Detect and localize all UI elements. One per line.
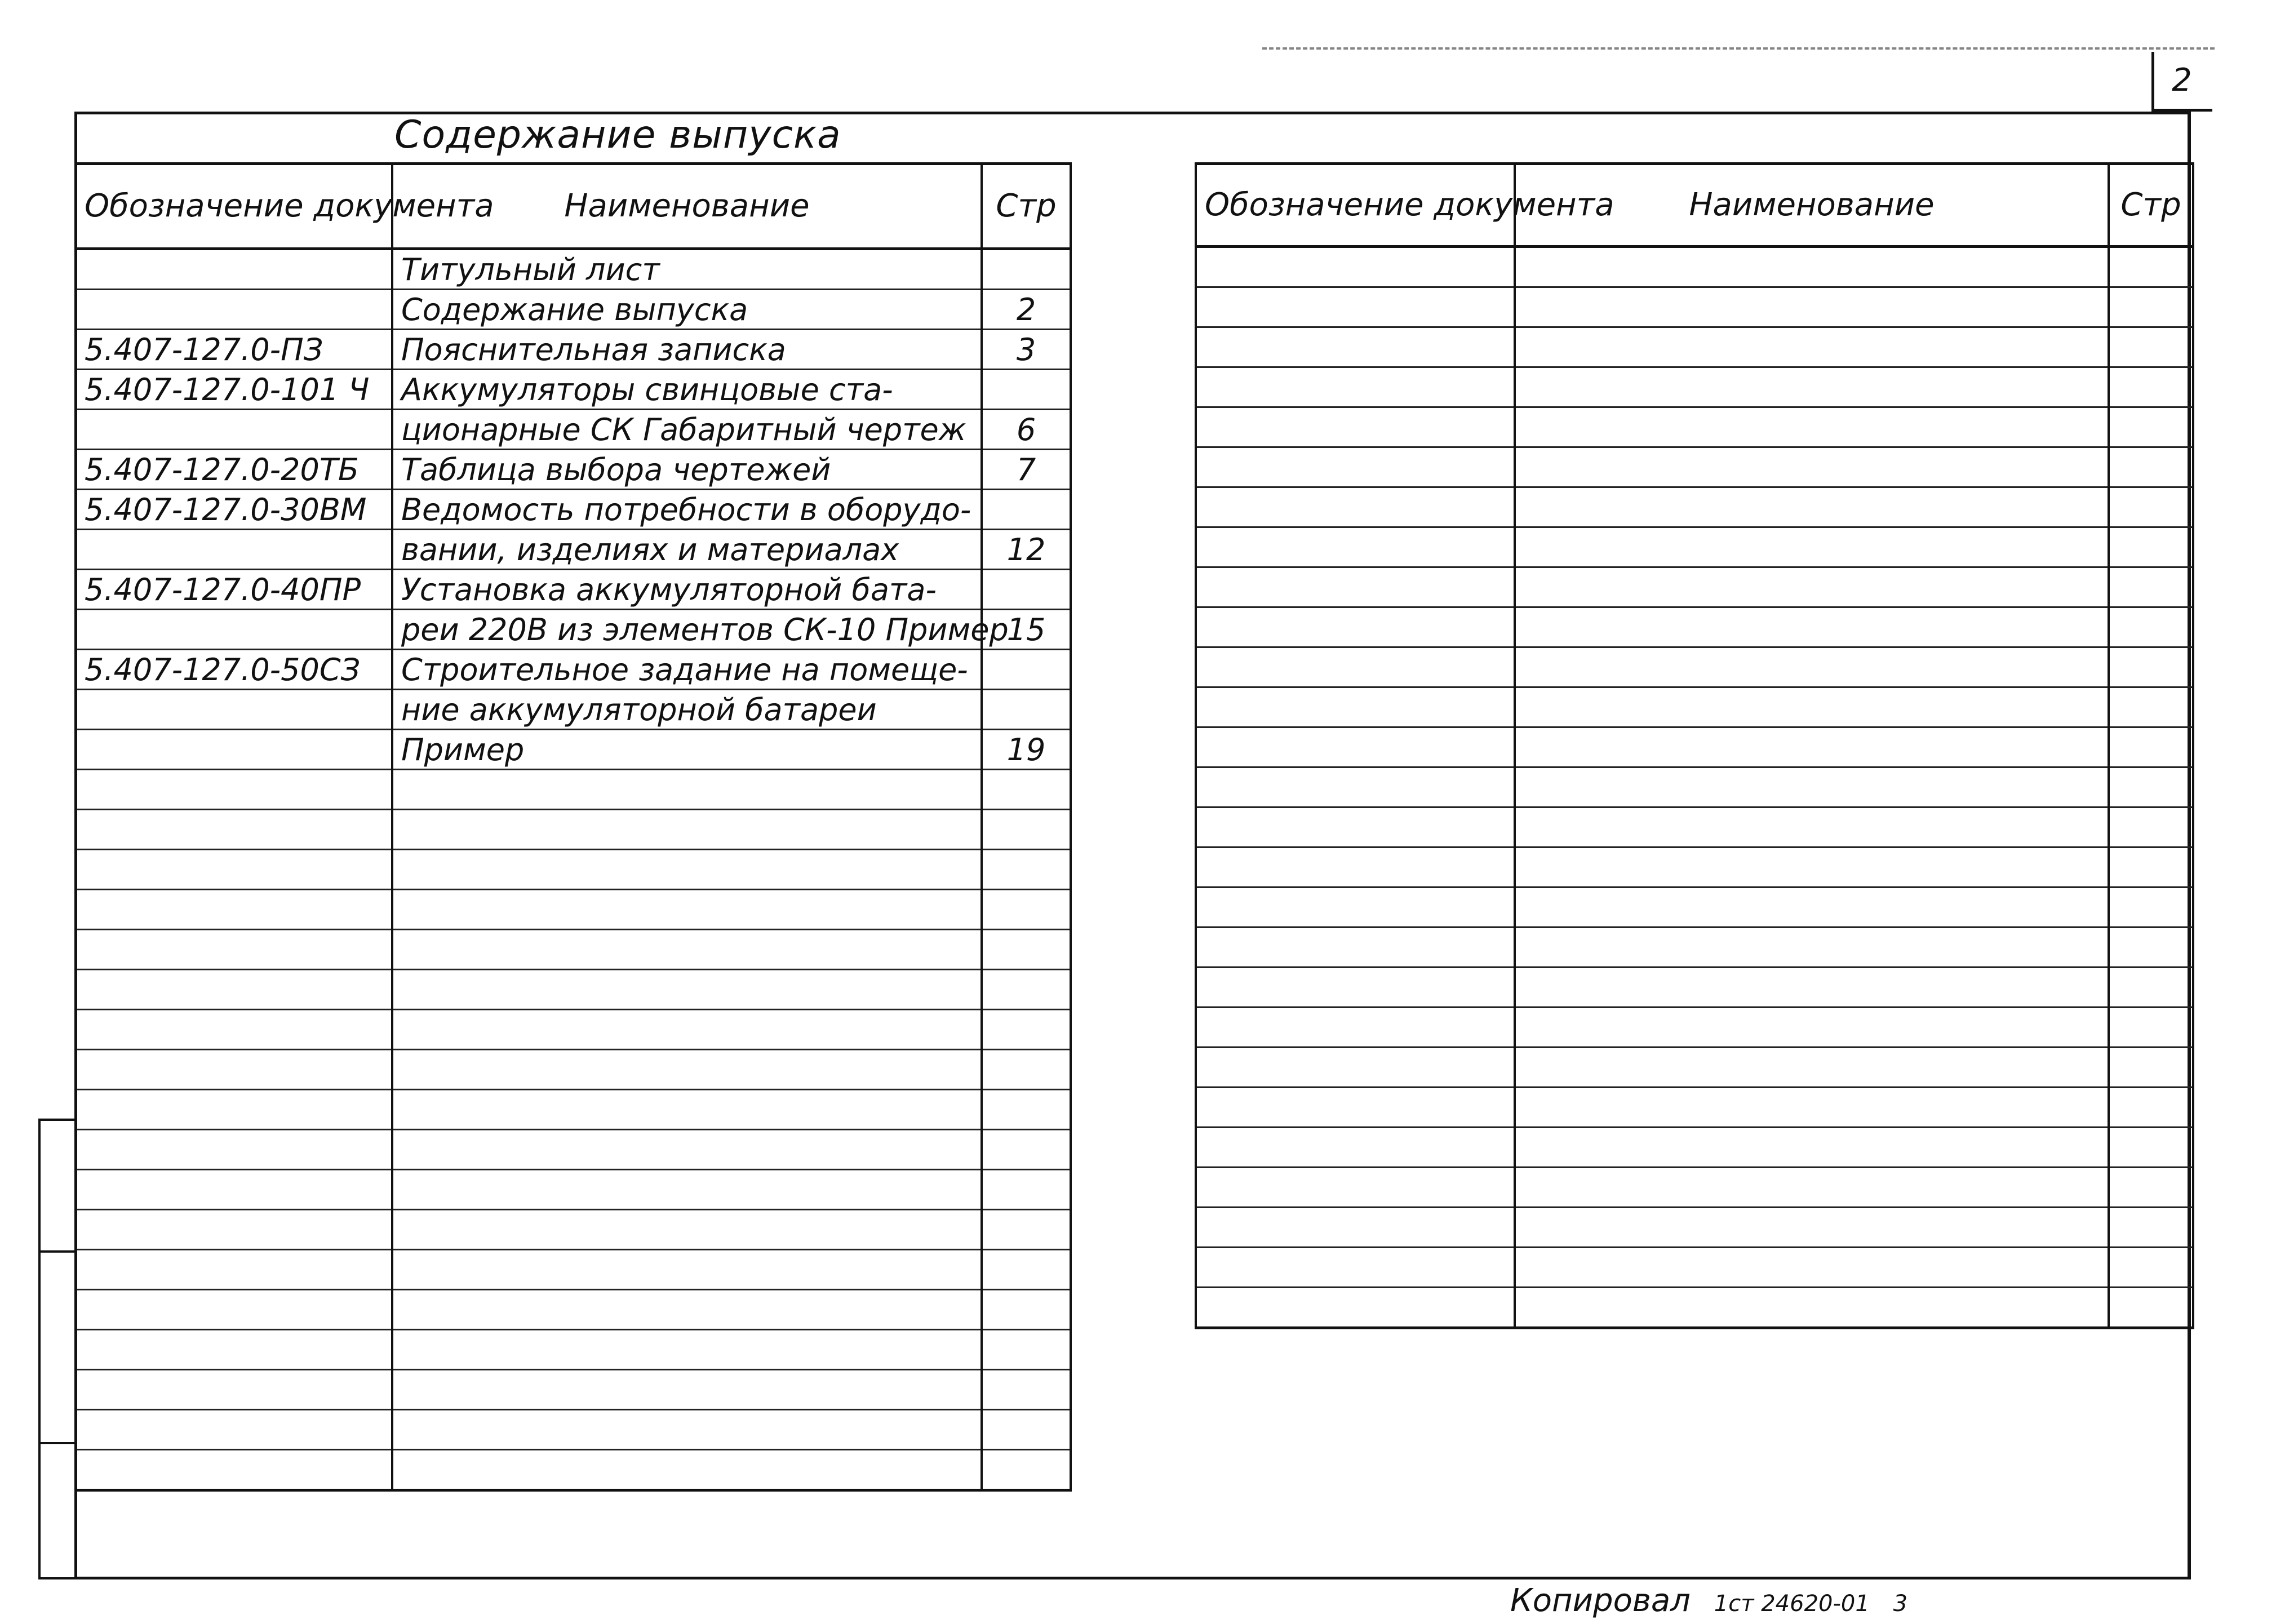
entry-page	[2109, 327, 2193, 367]
entry-designation	[76, 249, 392, 290]
table-row	[76, 1370, 1071, 1410]
entry-designation	[1196, 727, 1515, 767]
entry-page: 7	[982, 450, 1071, 490]
entry-page	[982, 970, 1071, 1010]
entry-designation	[76, 410, 392, 450]
entry-name	[1515, 727, 2109, 767]
table-row	[1196, 807, 2193, 848]
entry-name	[1515, 928, 2109, 968]
entry-page	[982, 1210, 1071, 1250]
table-row	[76, 1250, 1071, 1290]
table-row	[1196, 287, 2193, 327]
entry-designation	[1196, 1248, 1515, 1288]
entry-name	[392, 1330, 982, 1370]
table-row	[76, 450, 1071, 490]
table-row	[1196, 687, 2193, 727]
table-row	[76, 1050, 1071, 1090]
table-row	[76, 410, 1071, 450]
page-number: 2	[2172, 62, 2192, 99]
copy-stamp	[1510, 1582, 1907, 1619]
entry-name	[1515, 327, 2109, 367]
entry-page	[2109, 487, 2193, 527]
entry-page	[2109, 527, 2193, 567]
entry-designation: 5.407-127.0-101 Ч	[76, 370, 392, 410]
entry-page	[982, 1330, 1071, 1370]
entry-designation	[1196, 888, 1515, 928]
entry-name	[1515, 687, 2109, 727]
entry-name	[1515, 1128, 2109, 1168]
table-row	[76, 1170, 1071, 1210]
table-row	[1196, 848, 2193, 888]
table-row	[1196, 487, 2193, 527]
entry-name	[392, 1290, 982, 1330]
entry-designation	[1196, 1048, 1515, 1088]
entry-designation: 5.407-127.0-ПЗ	[76, 330, 392, 370]
entry-page	[982, 810, 1071, 850]
table-row	[76, 1410, 1071, 1450]
entry-name	[392, 1250, 982, 1290]
table-row	[1196, 767, 2193, 807]
entry-name	[392, 770, 982, 810]
entry-name	[392, 1130, 982, 1170]
entry-name	[1515, 407, 2109, 447]
entry-designation	[1196, 367, 1515, 407]
entry-designation	[76, 890, 392, 930]
entry-page: 6	[982, 410, 1071, 450]
entry-name	[1515, 1088, 2109, 1128]
entry-designation	[1196, 1168, 1515, 1208]
table-row	[76, 850, 1071, 890]
entry-page	[2109, 287, 2193, 327]
entry-designation: 5.407-127.0-50СЗ	[76, 650, 392, 690]
entry-designation	[76, 690, 392, 730]
entry-designation: 5.407-127.0-30ВМ	[76, 490, 392, 530]
entry-designation	[1196, 807, 1515, 848]
entry-designation	[1196, 968, 1515, 1008]
entry-designation	[76, 1410, 392, 1450]
entry-page	[982, 770, 1071, 810]
copied-by-label: Копировал	[1510, 1582, 1691, 1619]
entry-designation	[1196, 247, 1515, 287]
entry-name	[1515, 607, 2109, 647]
entry-name	[392, 1090, 982, 1130]
entry-designation	[1196, 687, 1515, 727]
entry-page	[2109, 968, 2193, 1008]
entry-designation	[76, 1090, 392, 1130]
table-row	[1196, 928, 2193, 968]
entry-designation	[76, 1130, 392, 1170]
entry-designation	[76, 1370, 392, 1410]
entry-page	[982, 370, 1071, 410]
table-row	[1196, 567, 2193, 607]
entry-designation	[1196, 1208, 1515, 1248]
entry-name	[1515, 888, 2109, 928]
entry-page	[2109, 888, 2193, 928]
entry-page	[2109, 1128, 2193, 1168]
entry-designation	[1196, 1288, 1515, 1328]
table-row	[76, 290, 1071, 330]
entry-name	[1515, 567, 2109, 607]
document-title: Содержание выпуска	[394, 113, 841, 157]
entry-designation	[76, 1010, 392, 1050]
table-row	[76, 610, 1071, 650]
entry-name	[392, 890, 982, 930]
table-row	[1196, 607, 2193, 647]
entry-page	[2109, 647, 2193, 687]
entry-name: Пояснительная записка	[392, 330, 982, 370]
entry-name: ционарные СК Габаритный чертеж	[392, 410, 982, 450]
entry-name	[1515, 527, 2109, 567]
table-row	[1196, 727, 2193, 767]
entry-page	[982, 490, 1071, 530]
entry-page	[2109, 247, 2193, 287]
entry-designation	[1196, 447, 1515, 487]
table-row	[76, 1210, 1071, 1250]
entry-designation	[1196, 1088, 1515, 1128]
entry-name	[1515, 1048, 2109, 1088]
entry-page: 3	[982, 330, 1071, 370]
header-designation: Обозначение документа	[76, 164, 392, 249]
entry-name	[392, 810, 982, 850]
table-row	[76, 1450, 1071, 1490]
entry-name	[1515, 968, 2109, 1008]
entry-page	[982, 850, 1071, 890]
table-row	[76, 370, 1071, 410]
entry-designation	[76, 1170, 392, 1210]
entry-page	[2109, 607, 2193, 647]
entry-name	[1515, 647, 2109, 687]
entry-designation	[1196, 407, 1515, 447]
entry-designation	[76, 930, 392, 970]
entry-page	[2109, 848, 2193, 888]
entry-designation	[76, 610, 392, 650]
entry-page	[2109, 1248, 2193, 1288]
entry-name	[1515, 487, 2109, 527]
entry-page	[982, 1090, 1071, 1130]
entry-page: 19	[982, 730, 1071, 770]
top-edge-dashes	[1262, 47, 2215, 52]
entry-page	[982, 1370, 1071, 1410]
entry-designation	[76, 1250, 392, 1290]
contents-table-left-body	[76, 249, 1071, 1490]
entry-page: 2	[982, 290, 1071, 330]
entry-page	[2109, 807, 2193, 848]
table-row	[76, 1010, 1071, 1050]
entry-designation	[76, 1450, 392, 1490]
entry-name	[1515, 1288, 2109, 1328]
table-row	[1196, 888, 2193, 928]
table-row	[76, 650, 1071, 690]
entry-page	[982, 650, 1071, 690]
entry-designation	[76, 730, 392, 770]
table-row	[1196, 1088, 2193, 1128]
header-page: Стр	[2109, 164, 2193, 247]
entry-designation	[1196, 1128, 1515, 1168]
entry-name	[392, 1450, 982, 1490]
entry-designation: 5.407-127.0-20ТБ	[76, 450, 392, 490]
entry-name	[1515, 807, 2109, 848]
entry-page	[982, 570, 1071, 610]
entry-name: ние аккумуляторной батареи	[392, 690, 982, 730]
entry-page	[982, 1450, 1071, 1490]
entry-name	[392, 1010, 982, 1050]
contents-table-right	[1195, 162, 2194, 1329]
entry-name: Установка аккумуляторной бата-	[392, 570, 982, 610]
entry-page	[982, 1050, 1071, 1090]
table-row	[1196, 407, 2193, 447]
entry-name: вании, изделиях и материалах	[392, 530, 982, 570]
table-row	[76, 930, 1071, 970]
entry-page	[2109, 447, 2193, 487]
table-row	[76, 770, 1071, 810]
entry-designation	[1196, 327, 1515, 367]
entry-page	[2109, 767, 2193, 807]
table-row	[1196, 447, 2193, 487]
entry-page	[2109, 1208, 2193, 1248]
table-row	[76, 490, 1071, 530]
entry-name	[1515, 1008, 2109, 1048]
table-row	[1196, 527, 2193, 567]
entry-page	[982, 1410, 1071, 1450]
entry-name: Титульный лист	[392, 249, 982, 290]
entry-page	[982, 890, 1071, 930]
entry-name: Аккумуляторы свинцовые ста-	[392, 370, 982, 410]
table-row	[76, 690, 1071, 730]
entry-page	[2109, 1008, 2193, 1048]
entry-page: 12	[982, 530, 1071, 570]
entry-designation	[76, 810, 392, 850]
table-row	[1196, 247, 2193, 287]
entry-designation	[76, 970, 392, 1010]
table-row	[1196, 1288, 2193, 1328]
entry-designation	[1196, 928, 1515, 968]
format-code: 1ст 24620-01	[1714, 1591, 1870, 1617]
entry-page	[982, 1290, 1071, 1330]
header-name: Наименование	[1515, 164, 2109, 247]
table-row	[1196, 1168, 2193, 1208]
binding-strip	[38, 1119, 74, 1579]
entry-name	[1515, 287, 2109, 327]
entry-name	[392, 1210, 982, 1250]
entry-designation	[76, 1330, 392, 1370]
table-row	[1196, 367, 2193, 407]
table-row	[1196, 647, 2193, 687]
entry-page	[2109, 1048, 2193, 1088]
table-row	[1196, 1008, 2193, 1048]
entry-name	[392, 1050, 982, 1090]
entry-name	[1515, 1208, 2109, 1248]
entry-designation: 5.407-127.0-40ПР	[76, 570, 392, 610]
entry-name	[392, 1410, 982, 1450]
entry-designation	[1196, 1008, 1515, 1048]
entry-designation	[1196, 287, 1515, 327]
entry-page	[982, 1130, 1071, 1170]
entry-name	[1515, 848, 2109, 888]
table-header-row	[1196, 164, 2193, 247]
table-row	[76, 530, 1071, 570]
table-row	[76, 810, 1071, 850]
entry-name	[1515, 447, 2109, 487]
entry-name	[392, 930, 982, 970]
entry-designation	[1196, 487, 1515, 527]
entry-name	[392, 1370, 982, 1410]
header-name: Наименование	[392, 164, 982, 249]
table-row	[76, 890, 1071, 930]
contents-table-right-body	[1196, 247, 2193, 1328]
entry-page	[982, 249, 1071, 290]
entry-page	[982, 690, 1071, 730]
entry-designation	[1196, 607, 1515, 647]
entry-designation	[76, 1050, 392, 1090]
entry-page	[2109, 928, 2193, 968]
entry-name: Пример	[392, 730, 982, 770]
entry-name	[392, 1170, 982, 1210]
entry-designation	[1196, 767, 1515, 807]
entry-designation	[76, 1210, 392, 1250]
table-header-row	[76, 164, 1071, 249]
entry-name	[1515, 367, 2109, 407]
entry-designation	[76, 530, 392, 570]
table-row	[76, 1290, 1071, 1330]
entry-page	[982, 930, 1071, 970]
table-row	[76, 249, 1071, 290]
entry-page	[982, 1250, 1071, 1290]
entry-name: реи 220В из элементов СК-10 Пример	[392, 610, 982, 650]
entry-name	[1515, 1248, 2109, 1288]
entry-designation	[76, 290, 392, 330]
entry-designation	[1196, 647, 1515, 687]
entry-page	[2109, 727, 2193, 767]
entry-page	[2109, 1288, 2193, 1328]
entry-page	[2109, 1088, 2193, 1128]
entry-name: Таблица выбора чертежей	[392, 450, 982, 490]
entry-name: Содержание выпуска	[392, 290, 982, 330]
entry-name	[1515, 247, 2109, 287]
entry-page	[2109, 687, 2193, 727]
entry-page: 15	[982, 610, 1071, 650]
table-row	[76, 1330, 1071, 1370]
table-row	[76, 1130, 1071, 1170]
entry-page	[982, 1010, 1071, 1050]
entry-designation	[76, 1290, 392, 1330]
table-row	[1196, 1128, 2193, 1168]
table-row	[76, 730, 1071, 770]
table-row	[76, 570, 1071, 610]
sheet-number: 3	[1893, 1591, 1908, 1617]
entry-name: Ведомость потребности в оборудо-	[392, 490, 982, 530]
contents-table-left	[74, 162, 1072, 1492]
entry-name	[1515, 1168, 2109, 1208]
entry-page	[2109, 1168, 2193, 1208]
table-row	[1196, 1048, 2193, 1088]
table-row	[1196, 1208, 2193, 1248]
entry-designation	[1196, 527, 1515, 567]
table-row	[1196, 968, 2193, 1008]
entry-designation	[76, 770, 392, 810]
entry-designation	[1196, 848, 1515, 888]
entry-name	[392, 850, 982, 890]
entry-page	[982, 1170, 1071, 1210]
header-designation: Обозначение документа	[1196, 164, 1515, 247]
entry-name	[392, 970, 982, 1010]
entry-page	[2109, 367, 2193, 407]
header-page: Стр	[982, 164, 1071, 249]
entry-page	[2109, 567, 2193, 607]
entry-name: Строительное задание на помеще-	[392, 650, 982, 690]
entry-page	[2109, 407, 2193, 447]
table-row	[1196, 327, 2193, 367]
entry-designation	[76, 850, 392, 890]
table-row	[76, 1090, 1071, 1130]
entry-designation	[1196, 567, 1515, 607]
table-row	[76, 970, 1071, 1010]
binding-strip-divider	[41, 1442, 74, 1444]
table-row	[1196, 1248, 2193, 1288]
entry-name	[1515, 767, 2109, 807]
table-row	[76, 330, 1071, 370]
binding-strip-divider	[41, 1250, 74, 1253]
